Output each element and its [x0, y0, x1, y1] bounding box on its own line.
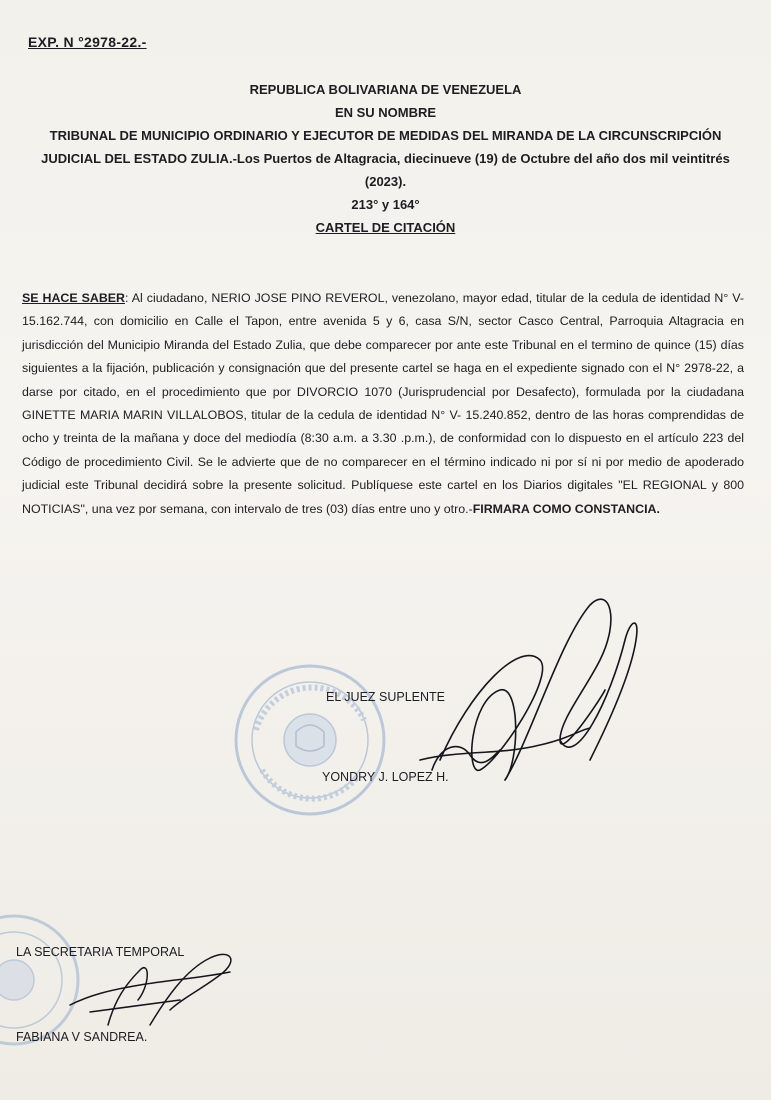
expediente-number: EXP. N °2978-22.-	[28, 34, 147, 50]
in-name-line: EN SU NOMBRE	[334, 105, 437, 120]
document-title: CARTEL DE CITACIÓN	[315, 220, 456, 235]
court-name: TRIBUNAL DE MUNICIPIO ORDINARIO Y EJECUTOR DE MEDIDAS DEL MIRANDA DE LA CIRCUNSCRIPCIÓN JUDICIAL DEL ESTADO ZULIA.	[41, 128, 722, 166]
notice-text: : Al ciudadano, NERIO JOSE PINO REVEROL, venezolano, mayor edad, titular de la cedula de identidad N° V- 15.162.744, con domicilio en Calle el Tapon, entre avenida 5 y 6, casa S/N, sector Casco Central, Parroquia Altagracia en jurisdicción del Municipio Miranda del Estado Zulia, que debe comparecer por ante este Tribunal en el termino de quince (15) días siguientes a la fijación, publicación y consignación que del presente cartel se haga en el expediente signado con el N° 2978-22, a darse por citado, en el procedimiento que por DIVORCIO 1070 (Jurisprudencial por Desafecto), formulada por la ciudadana GINETTE MARIA MARIN VILLALOBOS, titular de la cedula de identidad N° V- 15.240.852, dentro de las horas comprendidas de ocho y treinta de la mañana y doce del mediodía (8:30 a.m. a 3.30 .p.m.), de conformidad con lo dispuesto en el artículo 223 del Código de procedimiento Civil. Se le advierte que de no comparecer en el término indicado ni por sí ni por medio de apoderado judicial este Tribunal decidirá sobre la presente solicitud. Publíquese este cartel en los Diarios digitales "EL REGIONAL y 800 NOTICIAS", una vez por semana, con intervalo de tres (03) días entre uno y otro.-	[22, 291, 744, 516]
republic-title: REPUBLICA BOLIVARIANA DE VENEZUELA	[249, 82, 522, 97]
judge-name: YONDRY J. LOPEZ H.	[322, 770, 449, 784]
secretary-seal-stamp	[0, 916, 78, 1044]
notice-closing: FIRMARA COMO CONSTANCIA.	[472, 501, 660, 516]
notice-lead: SE HACE SABER	[22, 291, 125, 305]
judge-title: EL JUEZ SUPLENTE	[326, 690, 446, 704]
place-date: -Los Puertos de Altagracia, diecinueve (19) de Octubre del año dos mil veintitrés (2023).	[232, 151, 730, 189]
secretary-signature	[70, 954, 231, 1025]
judge-signature	[420, 599, 637, 780]
secretary-title: LA SECRETARIA TEMPORAL	[16, 945, 185, 959]
years-line: 213° y 164°	[351, 197, 420, 212]
court-seal-stamp	[236, 666, 384, 814]
secretary-name: FABIANA V SANDREA.	[16, 1030, 148, 1044]
